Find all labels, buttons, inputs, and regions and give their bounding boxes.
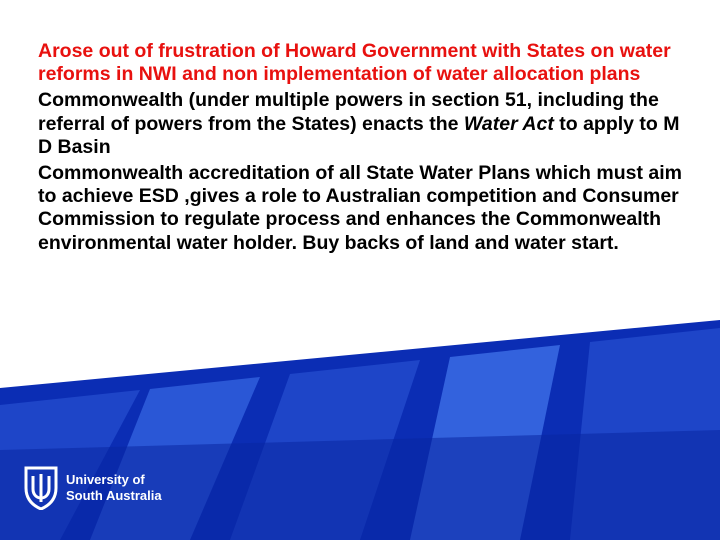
slide-body [38,40,698,258]
bullet-paragraph-1: Arose out of frustration of Howard Government with States on water reforms in NWI and non implementation of water allocation plans [38,40,671,86]
bullet-paragraph-3: Commonwealth accreditation of all State Water Plans which must aim to achieve ESD ,gives a role to Australian competition and Consumer Commission to regulate process and enhances the Commonwealth environmental water holder. Buy backs of land and water start. [38,162,682,254]
paragraph-2-text-b: to apply to M D Basin [38,112,680,158]
water-act-italic: Water Act [463,112,554,135]
logo-line-2: South Australia [66,488,162,503]
university-logo [24,466,162,510]
bullet-paragraph-2 [38,89,698,159]
logo-wordmark [66,472,162,504]
unisa-shield-icon [24,466,58,510]
paragraph-2-text-a: Commonwealth (under multiple powers in section 51, including the referral of powers from the States) enacts the [38,89,659,135]
logo-line-1: University of [66,472,145,487]
